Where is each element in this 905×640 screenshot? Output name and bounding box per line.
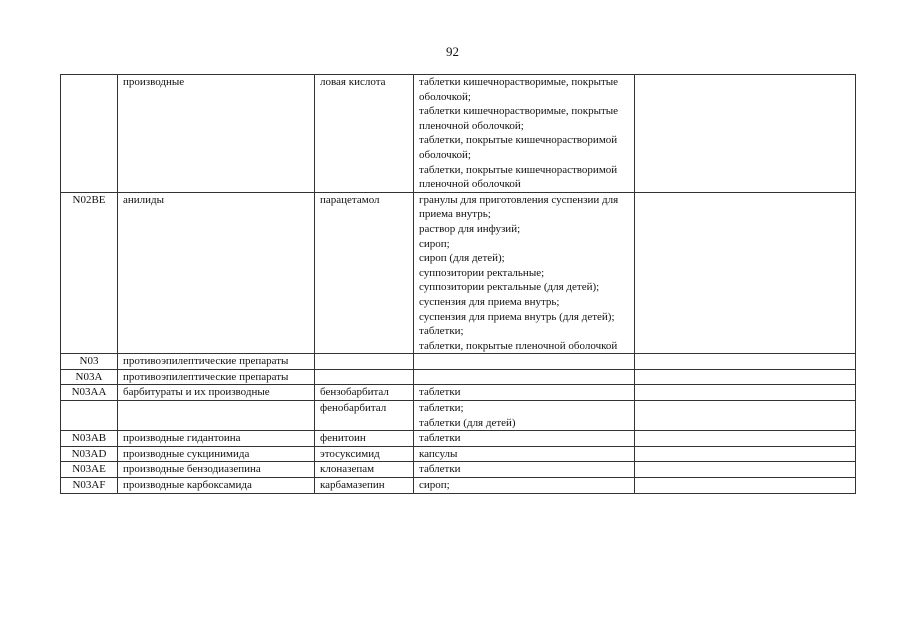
- drug-name-cell: клоназепам: [315, 462, 414, 478]
- pharmacological-group-cell: производные сукцинимида: [118, 446, 315, 462]
- dosage-form-item: сироп;: [419, 479, 450, 492]
- drug-name-cell: карбамазепин: [315, 478, 414, 494]
- dosage-form-item: таблетки: [419, 432, 461, 445]
- drug-name-cell: этосуксимид: [315, 446, 414, 462]
- table-row: [61, 354, 856, 370]
- pharmacological-group-cell: барбитураты и их производные: [118, 385, 315, 401]
- drug-name-cell: ловая кислота: [315, 75, 414, 193]
- dosage-forms-cell: [414, 385, 635, 401]
- dosage-form-item: таблетки, покрытые пленочной оболочкой: [419, 339, 618, 352]
- dosage-form-item: гранулы для приготовления суспензии для приема внутрь;: [419, 193, 619, 221]
- atc-code-cell: N02BE: [61, 192, 118, 354]
- dosage-forms-cell: [414, 401, 635, 431]
- drug-name-cell: [315, 369, 414, 385]
- dosage-form-item: капсулы: [419, 447, 458, 460]
- extra-cell: [635, 401, 856, 431]
- dosage-form-item: таблетки: [419, 386, 461, 399]
- dosage-forms-cell: [414, 431, 635, 447]
- pharmacological-group-cell: производные карбоксамида: [118, 478, 315, 494]
- dosage-form-item: сироп;: [419, 237, 450, 250]
- drug-name-cell: фенобарбитал: [315, 401, 414, 431]
- dosage-form-item: раствор для инфузий;: [419, 222, 521, 235]
- dosage-form-item: таблетки;: [419, 325, 464, 338]
- dosage-forms-cell: [414, 462, 635, 478]
- table-row: [61, 446, 856, 462]
- extra-cell: [635, 192, 856, 354]
- drug-name-cell: [315, 354, 414, 370]
- dosage-forms-cell: [414, 354, 635, 370]
- atc-code-cell: N03AE: [61, 462, 118, 478]
- pharmacological-group-cell: производные бензодиазепина: [118, 462, 315, 478]
- dosage-forms-cell: [414, 446, 635, 462]
- table-row: [61, 192, 856, 354]
- medication-table-body: [61, 75, 856, 494]
- extra-cell: [635, 462, 856, 478]
- dosage-forms-cell: [414, 192, 635, 354]
- dosage-form-item: сироп (для детей);: [419, 252, 505, 265]
- table-row: [61, 369, 856, 385]
- table-row: [61, 478, 856, 494]
- atc-code-cell: N03A: [61, 369, 118, 385]
- table-row: [61, 75, 856, 193]
- pharmacological-group-cell: производные гидантоина: [118, 431, 315, 447]
- dosage-form-item: таблетки (для детей): [419, 416, 516, 429]
- dosage-form-item: таблетки, покрытые кишечнорастворимой пленочной оболочкой: [419, 163, 618, 191]
- table-row: [61, 431, 856, 447]
- extra-cell: [635, 75, 856, 193]
- atc-code-cell: [61, 75, 118, 193]
- dosage-form-item: таблетки, покрытые кишечнорастворимой оболочкой;: [419, 134, 618, 161]
- extra-cell: [635, 431, 856, 447]
- atc-code-cell: N03AD: [61, 446, 118, 462]
- extra-cell: [635, 478, 856, 494]
- drug-name-cell: фенитоин: [315, 431, 414, 447]
- table-row: [61, 401, 856, 431]
- dosage-form-item: суспензия для приема внутрь (для детей);: [419, 310, 615, 323]
- dosage-form-item: суспензия для приема внутрь;: [419, 295, 560, 308]
- atc-code-cell: N03AB: [61, 431, 118, 447]
- dosage-form-item: таблетки: [419, 463, 461, 476]
- atc-code-cell: N03AA: [61, 385, 118, 401]
- pharmacological-group-cell: производные: [118, 75, 315, 193]
- dosage-form-item: таблетки кишечнорастворимые, покрытые оболочкой;: [419, 76, 619, 103]
- dosage-form-item: суппозитории ректальные (для детей);: [419, 281, 600, 294]
- dosage-forms-cell: [414, 75, 635, 193]
- extra-cell: [635, 385, 856, 401]
- atc-code-cell: N03: [61, 354, 118, 370]
- dosage-forms-cell: [414, 369, 635, 385]
- dosage-form-item: таблетки;: [419, 402, 464, 415]
- pharmacological-group-cell: [118, 401, 315, 431]
- extra-cell: [635, 354, 856, 370]
- extra-cell: [635, 369, 856, 385]
- page-number: 92: [446, 44, 459, 59]
- extra-cell: [635, 446, 856, 462]
- dosage-forms-cell: [414, 478, 635, 494]
- drug-name-cell: парацетамол: [315, 192, 414, 354]
- atc-code-cell: [61, 401, 118, 431]
- drug-name-cell: бензобарбитал: [315, 385, 414, 401]
- atc-code-cell: N03AF: [61, 478, 118, 494]
- pharmacological-group-cell: анилиды: [118, 192, 315, 354]
- dosage-form-item: суппозитории ректальные;: [419, 266, 545, 279]
- pharmacological-group-cell: противоэпилептические препараты: [118, 354, 315, 370]
- medication-table: [60, 74, 856, 494]
- dosage-form-item: таблетки кишечнорастворимые, покрытые пленочной оболочкой;: [419, 105, 619, 132]
- table-row: [61, 385, 856, 401]
- pharmacological-group-cell: противоэпилептические препараты: [118, 369, 315, 385]
- table-row: [61, 462, 856, 478]
